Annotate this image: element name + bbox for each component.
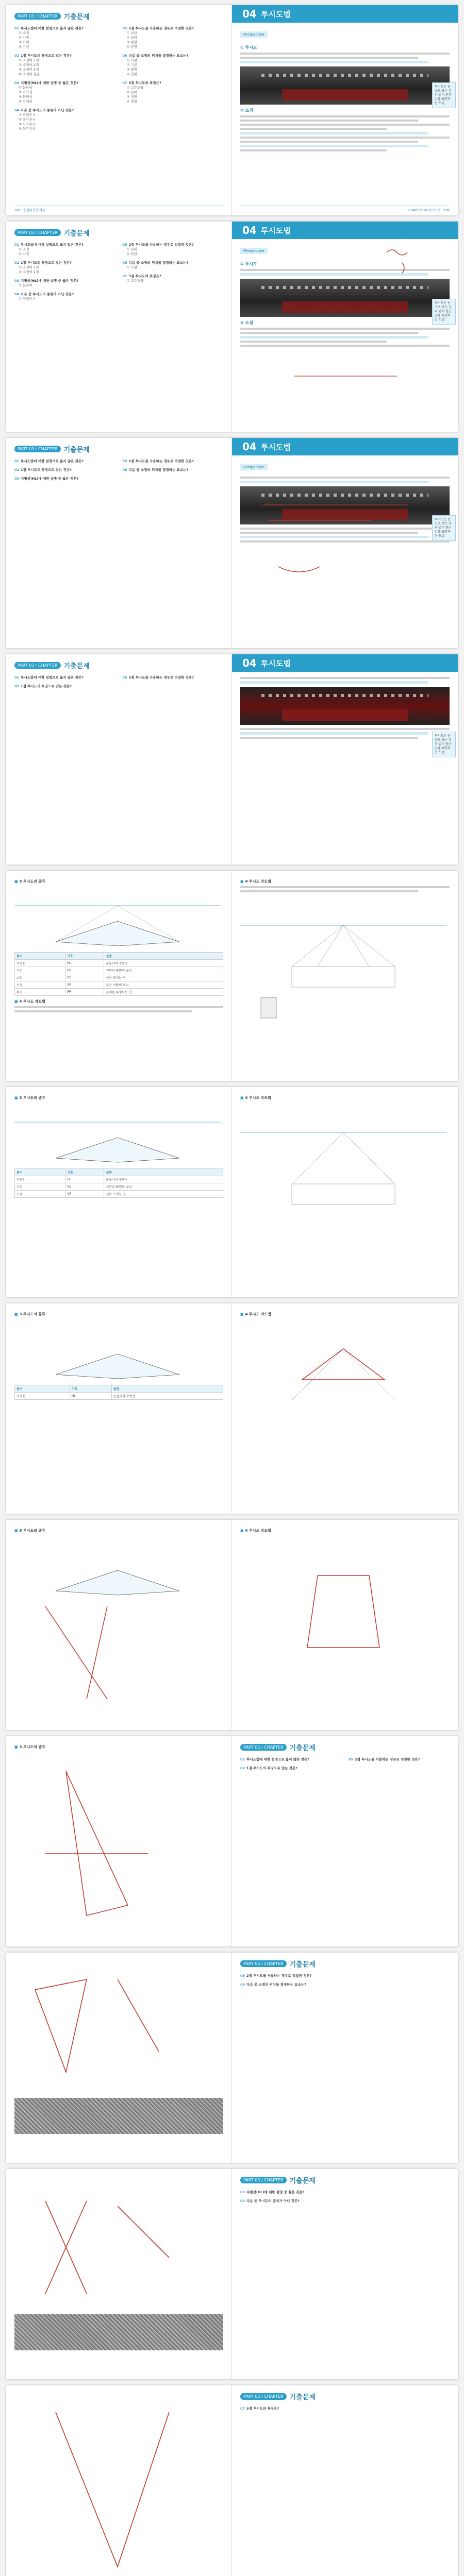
perspective-diagram [14,885,221,947]
quiz-page: PART 03 / CHAPTER 기출문제 01 투시도법에 대한 설명으로 옳지 않은 것은? ① 소점 ② 시점 02 1점 투시도의 특징으로 맞는 것은? ① 소점이 1개 ② 소점이 2개 03 지평선(HL)에 대한 설명 중 옳은 것은? ① 눈높이 04 다음 중 투시도의 종류가 아닌 것은? ① 평행투시 05 2점 투시도를 사용하는 경우로 적절한 것은? ① 실내 ② 외관 06 다음 중 소점의 위치를 결정하는 요소는? ① 시점 07 3점 투시도의 특징은? ① 고층건물 [6,222,232,432]
spread-4: PART 03 / CHAPTER 기출문제 01 투시도법에 대한 설명으로 옳지 않은 것은? 02 1점 투시도의 특징으로 맞는 것은? 05 2점 투시도를 사용하는 경우로 적절한 것은? 04 투시도법 투시도는 눈으로 보는 것과 같이 원근감을 표현하는 도법 [6,654,458,865]
chapter-banner [232,5,458,23]
quiz-page [6,5,232,215]
side-note: 투시도는 눈으로 보는 것과 같이 원근감을 표현하는 도법 [432,82,456,108]
spread-9: ■ 3 투시도의 종류 PART 03 / CHAPTER 기출문제 01 투시도법에 대한 설명으로 옳지 않은 것은? 02 1점 투시도의 특징으로 맞는 것은? 05 2점 투시도를 사용하는 경우로 적절한 것은? [6,1736,458,1946]
spread-11: PART 03 / CHAPTER 기출문제 03 지평선(HL)에 대한 설명 중 옳은 것은? 04 다음 중 투시도의 종류가 아닌 것은? [6,2169,458,2379]
texture-image [14,2098,223,2134]
section-badge: PART 03 / CHAPTER [14,13,61,20]
chapter-page: 04 투시도법 Perspective ① 투시도 ② 소점 투시도는 눈으로 보는 것과 같이 원근감을 표현하는 도법 [232,222,458,432]
spread-6: ■ 3 투시도의 종류 용어 기호 설명 지평선 HL 눈높이의 수평선 기선 GL 지면과 화면의 교선 소점 VP 선이 모이는 점 ■ 4 투시도 작도법 [6,1087,458,1297]
spread-5: ■ 3 투시도의 종류 용어 기호 설명 지평선 HL 눈높이의 수평선 기선 GL 지면과 화면의 교선 소점 VP 선이 모이는 점 시점 SP 보는 사람의 위치 화면 PP 물체를 투영하는 면 ■ 4 투시도 작도법 ■ 4 투시도 작도법 [6,871,458,1081]
spread-2 [6,222,458,432]
spread-10: PART 03 / CHAPTER 기출문제 05 2점 투시도를 사용하는 경우로 적절한 것은? 06 다음 중 소점의 위치를 결정하는 요소는? [6,1953,458,2163]
heading: ② 소점 [240,108,254,113]
section-header [14,11,223,21]
vanishing-point-diagram [240,894,446,1028]
terms-table: 용어 기호 설명 지평선 HL 눈높이의 수평선 기선 GL 지면과 화면의 교선 소점 VP 선이 모이는 점 시점 SP 보는 사람의 위치 화면 PP 물체를 투영하는 면 [14,952,223,996]
chapter-number: 04 [242,8,257,20]
spread-12: PART 03 / CHAPTER 기출문제 07 3점 투시도의 특징은? [6,2385,458,2576]
question: 05 2점 투시도를 사용하는 경우로 적절한 것은? ① 실내 ② 외관 ③ 평면 ④ 단면 [122,26,194,49]
chapter-subtitle: Perspective [240,31,268,38]
stage-photo [240,66,450,105]
question: 07 3점 투시도의 특징은? ① 고층건물 ② 실내 ③ 정면 ④ 측면 [122,81,161,104]
question: 04 다음 중 투시도의 종류가 아닌 것은? ① 평행투시 ② 유각투시 ③ 사각투시 ④ 등각투상 [14,108,74,131]
question: 02 1점 투시도의 특징으로 맞는 것은? ① 소점이 1개 ② 소점이 2개 ③ 소점이 3개 ④ 소점이 없음 [14,54,72,76]
heading: ① 투시도 [240,45,257,50]
spread-1 [6,5,458,215]
question: 06 다음 중 소점의 위치를 결정하는 요소는? ① 시점 ② 기선 ③ 화면 ④ 입면 [122,54,189,76]
spread-7: ■ 3 투시도의 종류 용어 기호 설명 지평선 HL 눈높이의 수평선 ■ 4 투시도 작도법 [6,1303,458,1514]
spread-8: ■ 3 투시도의 종류 ■ 4 투시도 작도법 [6,1520,458,1730]
question: 03 지평선(HL)에 대한 설명 중 옳은 것은? ① 눈높이 ② 바닥선 ③ 화면선 ④ 입체선 [14,81,79,104]
section-title: 기출문제 [63,13,90,21]
spread-3: PART 03 / CHAPTER 기출문제 01 투시도법에 대한 설명으로 옳지 않은 것은? 02 1점 투시도의 특징으로 맞는 것은? 03 지평선(HL)에 대한 설명 중 옳은 것은? 05 2점 투시도를 사용하는 경우로 적절한 것은? 06 다음 중 소점의 위치를 결정하는 요소는? 04 투시도법 Perspective 투시도는 눈으로 보는 것과 같이 원근감을 표현하는 도법 [6,438,458,648]
chapter-title: 투시도법 [260,9,291,19]
page-footer: 108 · 공간디자인 이론 [14,206,223,212]
page-footer: CHAPTER 04 투시도법 · 109 [240,206,450,212]
chapter-page [232,5,458,215]
question: 01 투시도법에 대한 설명으로 옳지 않은 것은? ① 소점 ② 시점 ③ 화면 ④ 기선 [14,26,84,49]
